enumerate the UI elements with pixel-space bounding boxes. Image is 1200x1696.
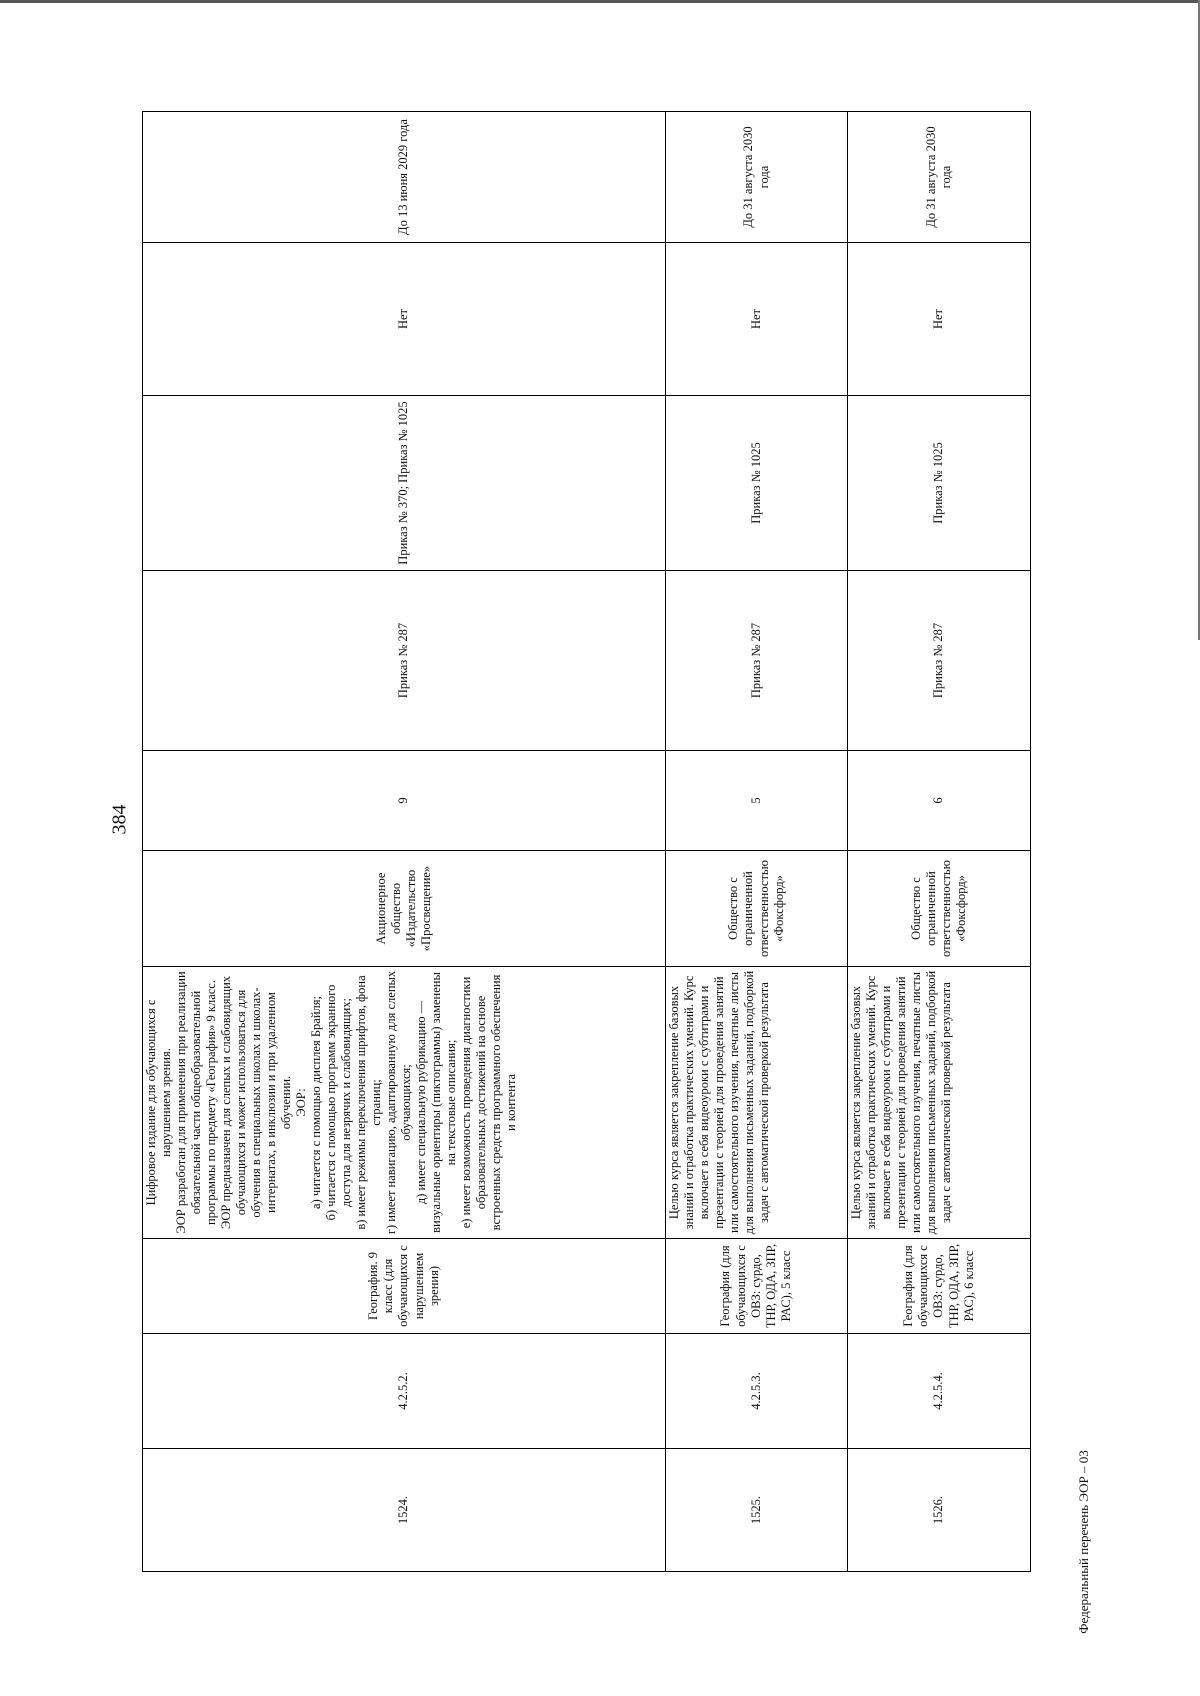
- row-grade: 9: [143, 751, 666, 851]
- row-number: 1526.: [848, 1449, 1031, 1572]
- description-line: а) читается с помощью дисплея Брайля;: [309, 996, 323, 1209]
- row-flag: Нет: [143, 243, 666, 396]
- row-number: 1524.: [143, 1449, 666, 1572]
- description-line: ЭОР:: [294, 1088, 308, 1117]
- row-description: [666, 967, 848, 1239]
- row-order-1: Приказ № 287: [666, 571, 848, 751]
- row-until: До 13 июня 2029 года: [143, 112, 666, 243]
- description-line: д) имеет специальную рубрикацию — визуальные ориентиры (пиктограммы) заменены на текстовые описания;: [414, 972, 458, 1233]
- row-order-2: Приказ № 1025: [666, 396, 848, 571]
- description-line: г) имеет навигацию, адаптированную для слепых обучающихся;: [384, 970, 413, 1235]
- eor-registry-table: [142, 111, 1031, 1572]
- table-row: [143, 112, 666, 1572]
- row-until: До 31 августа 2030 года: [848, 112, 1031, 243]
- row-order-1: Приказ № 287: [143, 571, 666, 751]
- description-line: е) имеет возможность проведения диагностики образовательных достижений на основе встроенных средств программного обеспечения и контента: [459, 974, 518, 1231]
- rotated-page: [142, 112, 1030, 1572]
- scan-edge-top: [0, 0, 1200, 3]
- description-line: Цифровое издание для обучающихся с нарушением зрения.: [144, 999, 173, 1206]
- footer-text: Федеральный перечень ЭОР – 03: [1076, 1450, 1091, 1634]
- row-order-1: Приказ № 287: [848, 571, 1031, 751]
- row-order-2: Приказ № 1025: [848, 396, 1031, 571]
- description-line: ЭОР разработан для применения при реализации обязательной части общеобразовательной программы по предмету «География» 9 класс.: [174, 971, 218, 1234]
- row-name: География (для обучающихся с ОВЗ: сурдо, ТНР, ОДА, ЗПР, РАС), 6 класс: [848, 1239, 1031, 1334]
- row-name: География (для обучающихся с ОВЗ: сурдо, ТНР, ОДА, ЗПР, РАС), 5 класс: [666, 1239, 848, 1334]
- row-flag: Нет: [666, 243, 848, 396]
- row-flag: Нет: [848, 243, 1031, 396]
- row-grade: 5: [666, 751, 848, 851]
- row-name: География. 9 класс (для обучающихся с нарушением зрения): [143, 1239, 666, 1334]
- row-organization: Общество с ограниченной ответственностью «Фоксфорд»: [666, 851, 848, 967]
- row-order-2: Приказ № 370; Приказ № 1025: [143, 396, 666, 571]
- table-row: [848, 112, 1031, 1572]
- description-line: ЭОР предназначен для слепых и слабовидящих обучающихся и может использоваться для обучения в специальных школах и школах-интернатах, в инклюзии и при удаленном обучении.: [219, 975, 293, 1230]
- row-description: [848, 967, 1031, 1239]
- description-line: Целью курса является закрепление базовых знаний и отработка практических умений. Курс включает в себя видеоуроки с субтитрами и презентации с теорией для проведения занятий или самостоятельного изучения, печатные листы для выполнения письменных заданий, подборкой задач с автоматической проверкой результата: [849, 970, 953, 1235]
- row-organization: Акционерное общество «Издательство «Просвещение»: [143, 851, 666, 967]
- row-code: 4.2.5.2.: [143, 1334, 666, 1449]
- row-grade: 6: [848, 751, 1031, 851]
- page-number: 384: [108, 804, 131, 835]
- row-code: 4.2.5.3.: [666, 1334, 848, 1449]
- description-line: б) читается с помощью программ экранного доступа для незрячих и слабовидящих;: [324, 984, 353, 1221]
- row-code: 4.2.5.4.: [848, 1334, 1031, 1449]
- row-organization: Общество с ограниченной ответственностью «Фоксфорд»: [848, 851, 1031, 967]
- row-description: [143, 967, 666, 1239]
- table-row: [666, 112, 848, 1572]
- description-line: Целью курса является закрепление базовых знаний и отработка практических умений. Курс включает в себя видеоуроки с субтитрами и презентации с теорией для проведения занятий или самостоятельного изучения, печатные листы для выполнения письменных заданий, подборкой задач с автоматической проверкой результата: [667, 970, 771, 1235]
- row-until: До 31 августа 2030 года: [666, 112, 848, 243]
- row-number: 1525.: [666, 1449, 848, 1572]
- description-line: в) имеет режимы переключения шрифтов, фона страниц;: [354, 975, 383, 1230]
